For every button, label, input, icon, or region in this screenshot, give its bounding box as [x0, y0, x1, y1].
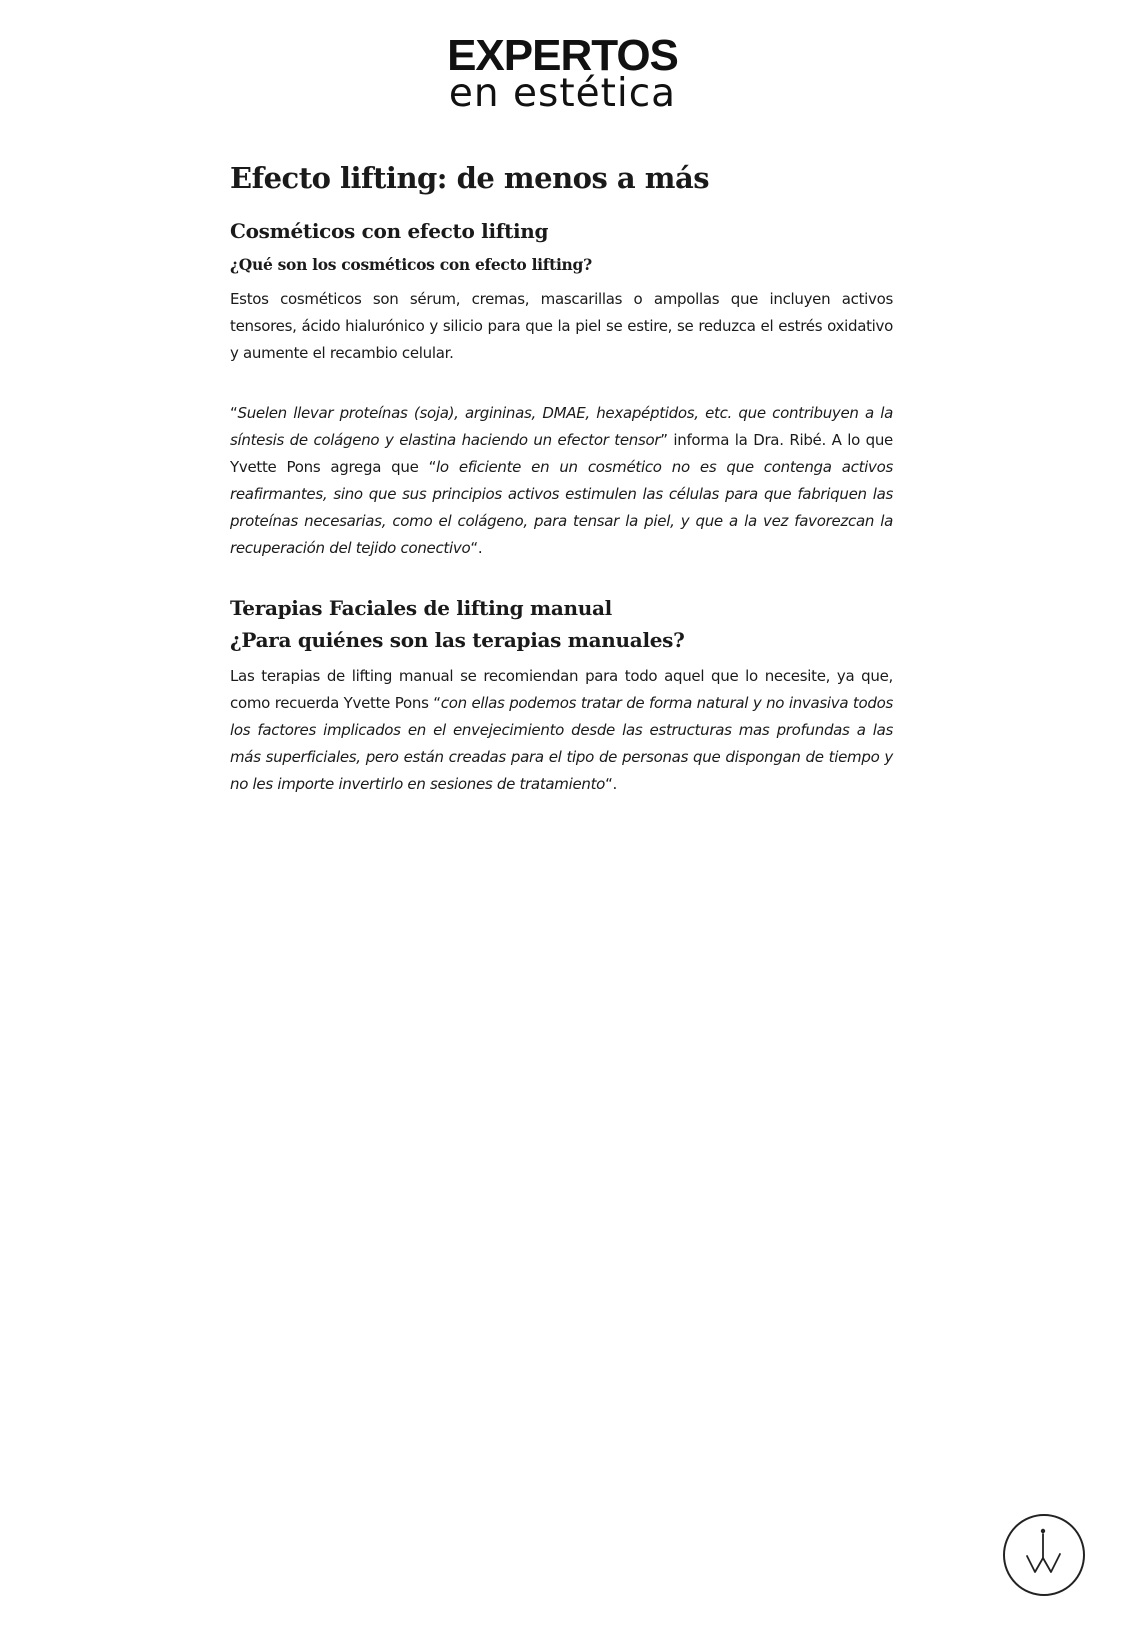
- article-title: Efecto lifting: de menos a más: [230, 161, 710, 195]
- quote-yvette-pons: lo eficiente en un cosmético no es que contenga activos reafirmantes, sino que sus principios activos estimulen las células para que fabriquen las proteínas necesarias, como el colágeno, para tensar la piel, y que a la vez favorezcan la recuperación del tejido conectivo: [230, 458, 893, 557]
- section-subheading-cosmetics: ¿Qué son los cosméticos con efecto lifting?: [230, 255, 592, 274]
- quote-open-mark: “: [230, 404, 238, 422]
- paragraph-manual-intro: Las terapias de lifting manual se recomiendan para todo aquel que lo necesite, ya que, como recuerda Yvette Pons “: [230, 667, 893, 712]
- brand-logo: [0, 31, 1125, 116]
- quote-dra-ribe: Suelen llevar proteínas (soja), argininas, DMAE, hexapéptidos, etc. que contribuyen a la síntesis de colágeno y elastina haciendo un efector tensor: [230, 404, 893, 449]
- section-subheading-manual-therapies: ¿Para quiénes son las terapias manuales?: [230, 628, 685, 652]
- quote-close-mark: “.: [470, 539, 483, 557]
- logo-wordmark-bottom: en estética: [448, 71, 677, 116]
- logo-wordmark-top: EXPERTOS: [447, 31, 678, 80]
- paragraph-manual-therapies: [230, 663, 893, 798]
- paragraph-cosmetics-quotes: [230, 400, 893, 562]
- article-body: [230, 160, 893, 798]
- quote-manual-therapies: con ellas podemos tratar de forma natural y no invasiva todos los factores implicados en el envejecimiento desde las estructuras mas profundas a las más superficiales, pero están creadas para el tipo de personas que dispongan de tiempo y no les importe invertirlo en sesiones de tratamiento: [230, 694, 893, 793]
- paragraph-cosmetics-intro: Estos cosméticos son sérum, cremas, mascarillas o ampollas que incluyen activos tensores, ácido hialurónico y silicio para que la piel se estire, se reduzca el estrés oxidativo y aumente el recambio celular.: [230, 290, 893, 362]
- section-heading-cosmetics: Cosméticos con efecto lifting: [230, 219, 549, 243]
- quote-close-mark: “.: [605, 775, 618, 793]
- circle-w-monogram-icon: [1003, 1514, 1085, 1596]
- quote-attribution: ” informa la Dra. Ribé. A lo que Yvette Pons agrega que “: [230, 431, 893, 476]
- section-heading-manual-therapies: Terapias Faciales de lifting manual: [230, 596, 612, 620]
